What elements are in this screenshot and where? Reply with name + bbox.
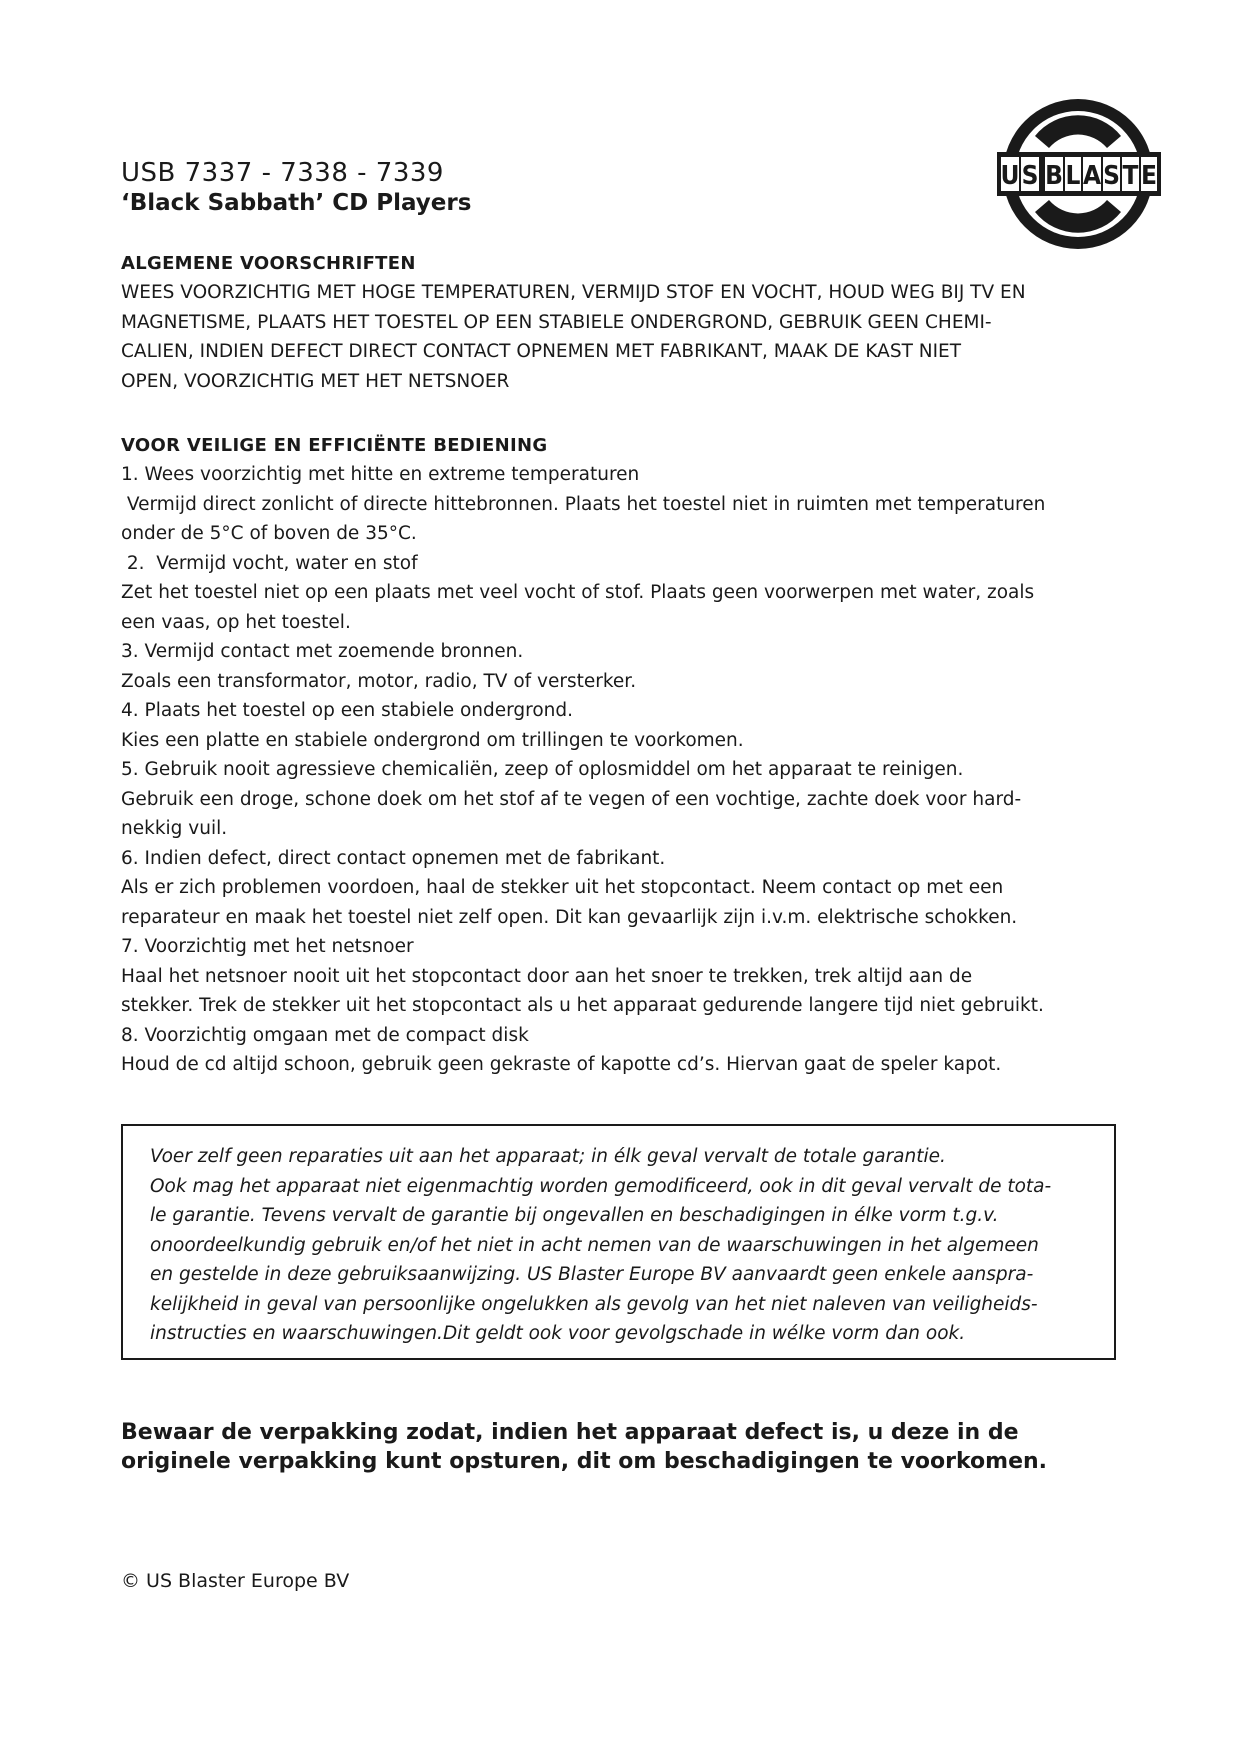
svg-text:E: E xyxy=(1141,161,1157,191)
safety-line: Houd de cd altijd schoon, gebruik geen gekraste of kapotte cd’s. Hiervan gaat de speler kapot. xyxy=(121,1054,1002,1075)
general-rules-line: MAGNETISME, PLAATS HET TOESTEL OP EEN STABIELE ONDERGROND, GEBRUIK GEEN CHEMI- xyxy=(121,311,992,333)
safe-operation-section xyxy=(121,435,1131,1080)
copyright-footer: © US Blaster Europe BV xyxy=(121,1570,350,1592)
general-rules-line: CALIEN, INDIEN DEFECT DIRECT CONTACT OPNEMEN MET FABRIKANT, MAAK DE KAST NIET xyxy=(121,341,962,362)
warning-line: Voer zelf geen reparaties uit aan het apparaat; in élk geval vervalt de totale garantie. xyxy=(150,1146,946,1167)
safe-operation-heading: VOOR VEILIGE EN EFFICIËNTE BEDIENING xyxy=(121,435,548,456)
safety-line: Zet het toestel niet op een plaats met veel vocht of stof. Plaats geen voorwerpen met water, zoals xyxy=(121,582,1035,603)
safety-line: een vaas, op het toestel. xyxy=(121,611,351,633)
safety-line: 5. Gebruik nooit agressieve chemicaliën, zeep of oplosmiddel om het apparaat te reinigen. xyxy=(121,759,964,780)
us-blaster-logo xyxy=(995,96,1165,252)
svg-text:S: S xyxy=(1103,161,1120,191)
notice-line: originele verpakking kunt opsturen, dit om beschadigingen te voorkomen. xyxy=(121,1449,1048,1474)
warning-line: le garantie. Tevens vervalt de garantie bij ongevallen en beschadigingen in élke vorm t.g.v. xyxy=(150,1205,999,1226)
general-rules-line: WEES VOORZICHTIG MET HOGE TEMPERATUREN, VERMIJD STOF EN VOCHT, HOUD WEG BIJ TV EN xyxy=(121,282,1026,303)
safety-line: 6. Indien defect, direct contact opnemen met de fabrikant. xyxy=(121,847,666,869)
safety-line: Vermijd direct zonlicht of directe hittebronnen. Plaats het toestel niet in ruimten met temperaturen xyxy=(121,493,1046,515)
packaging-notice xyxy=(121,1418,1121,1476)
svg-text:T: T xyxy=(1122,161,1139,191)
general-rules-heading: ALGEMENE VOORSCHRIFTEN xyxy=(121,253,416,274)
svg-text:L: L xyxy=(1065,161,1081,191)
safety-line: 8. Voorzichtig omgaan met de compact disk xyxy=(121,1024,529,1046)
svg-text:U: U xyxy=(1000,161,1020,191)
warning-line: onoordeelkundig gebruik en/of het niet in acht nemen van de waarschuwingen in het algemeen xyxy=(150,1234,1039,1256)
product-subtitle: ‘Black Sabbath’ CD Players xyxy=(121,190,472,216)
warning-line: Ook mag het apparaat niet eigenmachtig worden gemodificeerd, ook in dit geval vervalt de tota- xyxy=(150,1175,1052,1197)
safety-line: nekkig vuil. xyxy=(121,818,228,839)
warranty-warning-box xyxy=(121,1124,1116,1360)
notice-line: Bewaar de verpakking zodat, indien het apparaat defect is, u deze in de xyxy=(121,1420,1019,1445)
safety-line: 1. Wees voorzichtig met hitte en extreme temperaturen xyxy=(121,464,640,485)
safety-line: Kies een platte en stabiele ondergrond om trillingen te voorkomen. xyxy=(121,729,744,751)
safety-line: 2. Vermijd vocht, water en stof xyxy=(121,552,418,574)
safety-line: Zoals een transformator, motor, radio, TV of versterker. xyxy=(121,670,637,692)
safety-line: Als er zich problemen voordoen, haal de stekker uit het stopcontact. Neem contact op met een xyxy=(121,877,1004,898)
svg-text:B: B xyxy=(1045,161,1063,191)
general-rules-section xyxy=(121,253,1131,396)
svg-text:S: S xyxy=(1021,161,1039,191)
safety-line: onder de 5°C of boven de 35°C. xyxy=(121,523,417,544)
safety-line: Haal het netsnoer nooit uit het stopcontact door aan het snoer te trekken, trek altijd aan de xyxy=(121,965,973,987)
safety-line: stekker. Trek de stekker uit het stopcontact als u het apparaat gedurende langere tijd niet gebruikt. xyxy=(121,995,1044,1016)
safety-line: 7. Voorzichtig met het netsnoer xyxy=(121,936,414,957)
safety-line: 4. Plaats het toestel op een stabiele ondergrond. xyxy=(121,700,574,721)
svg-text:A: A xyxy=(1082,161,1102,191)
warning-line: en gestelde in deze gebruiksaanwijzing. US Blaster Europe BV aanvaardt geen enkele aanspra- xyxy=(150,1264,1034,1285)
safety-line: Gebruik een droge, schone doek om het stof af te vegen of een vochtige, zachte doek voor hard- xyxy=(121,788,1022,810)
safety-line: 3. Vermijd contact met zoemende bronnen. xyxy=(121,641,524,662)
warning-line: kelijkheid in geval van persoonlijke ongelukken als gevolg van het niet naleven van veiligheids- xyxy=(150,1293,1038,1315)
model-numbers: USB 7337 - 7338 - 7339 xyxy=(121,158,444,188)
safety-line: reparateur en maak het toestel niet zelf open. Dit kan gevaarlijk zijn i.v.m. elektrische schokken. xyxy=(121,906,1018,928)
warning-line: instructies en waarschuwingen.Dit geldt ook voor gevolgschade in wélke vorm dan ook. xyxy=(150,1323,966,1344)
general-rules-line: OPEN, VOORZICHTIG MET HET NETSNOER xyxy=(121,370,510,392)
